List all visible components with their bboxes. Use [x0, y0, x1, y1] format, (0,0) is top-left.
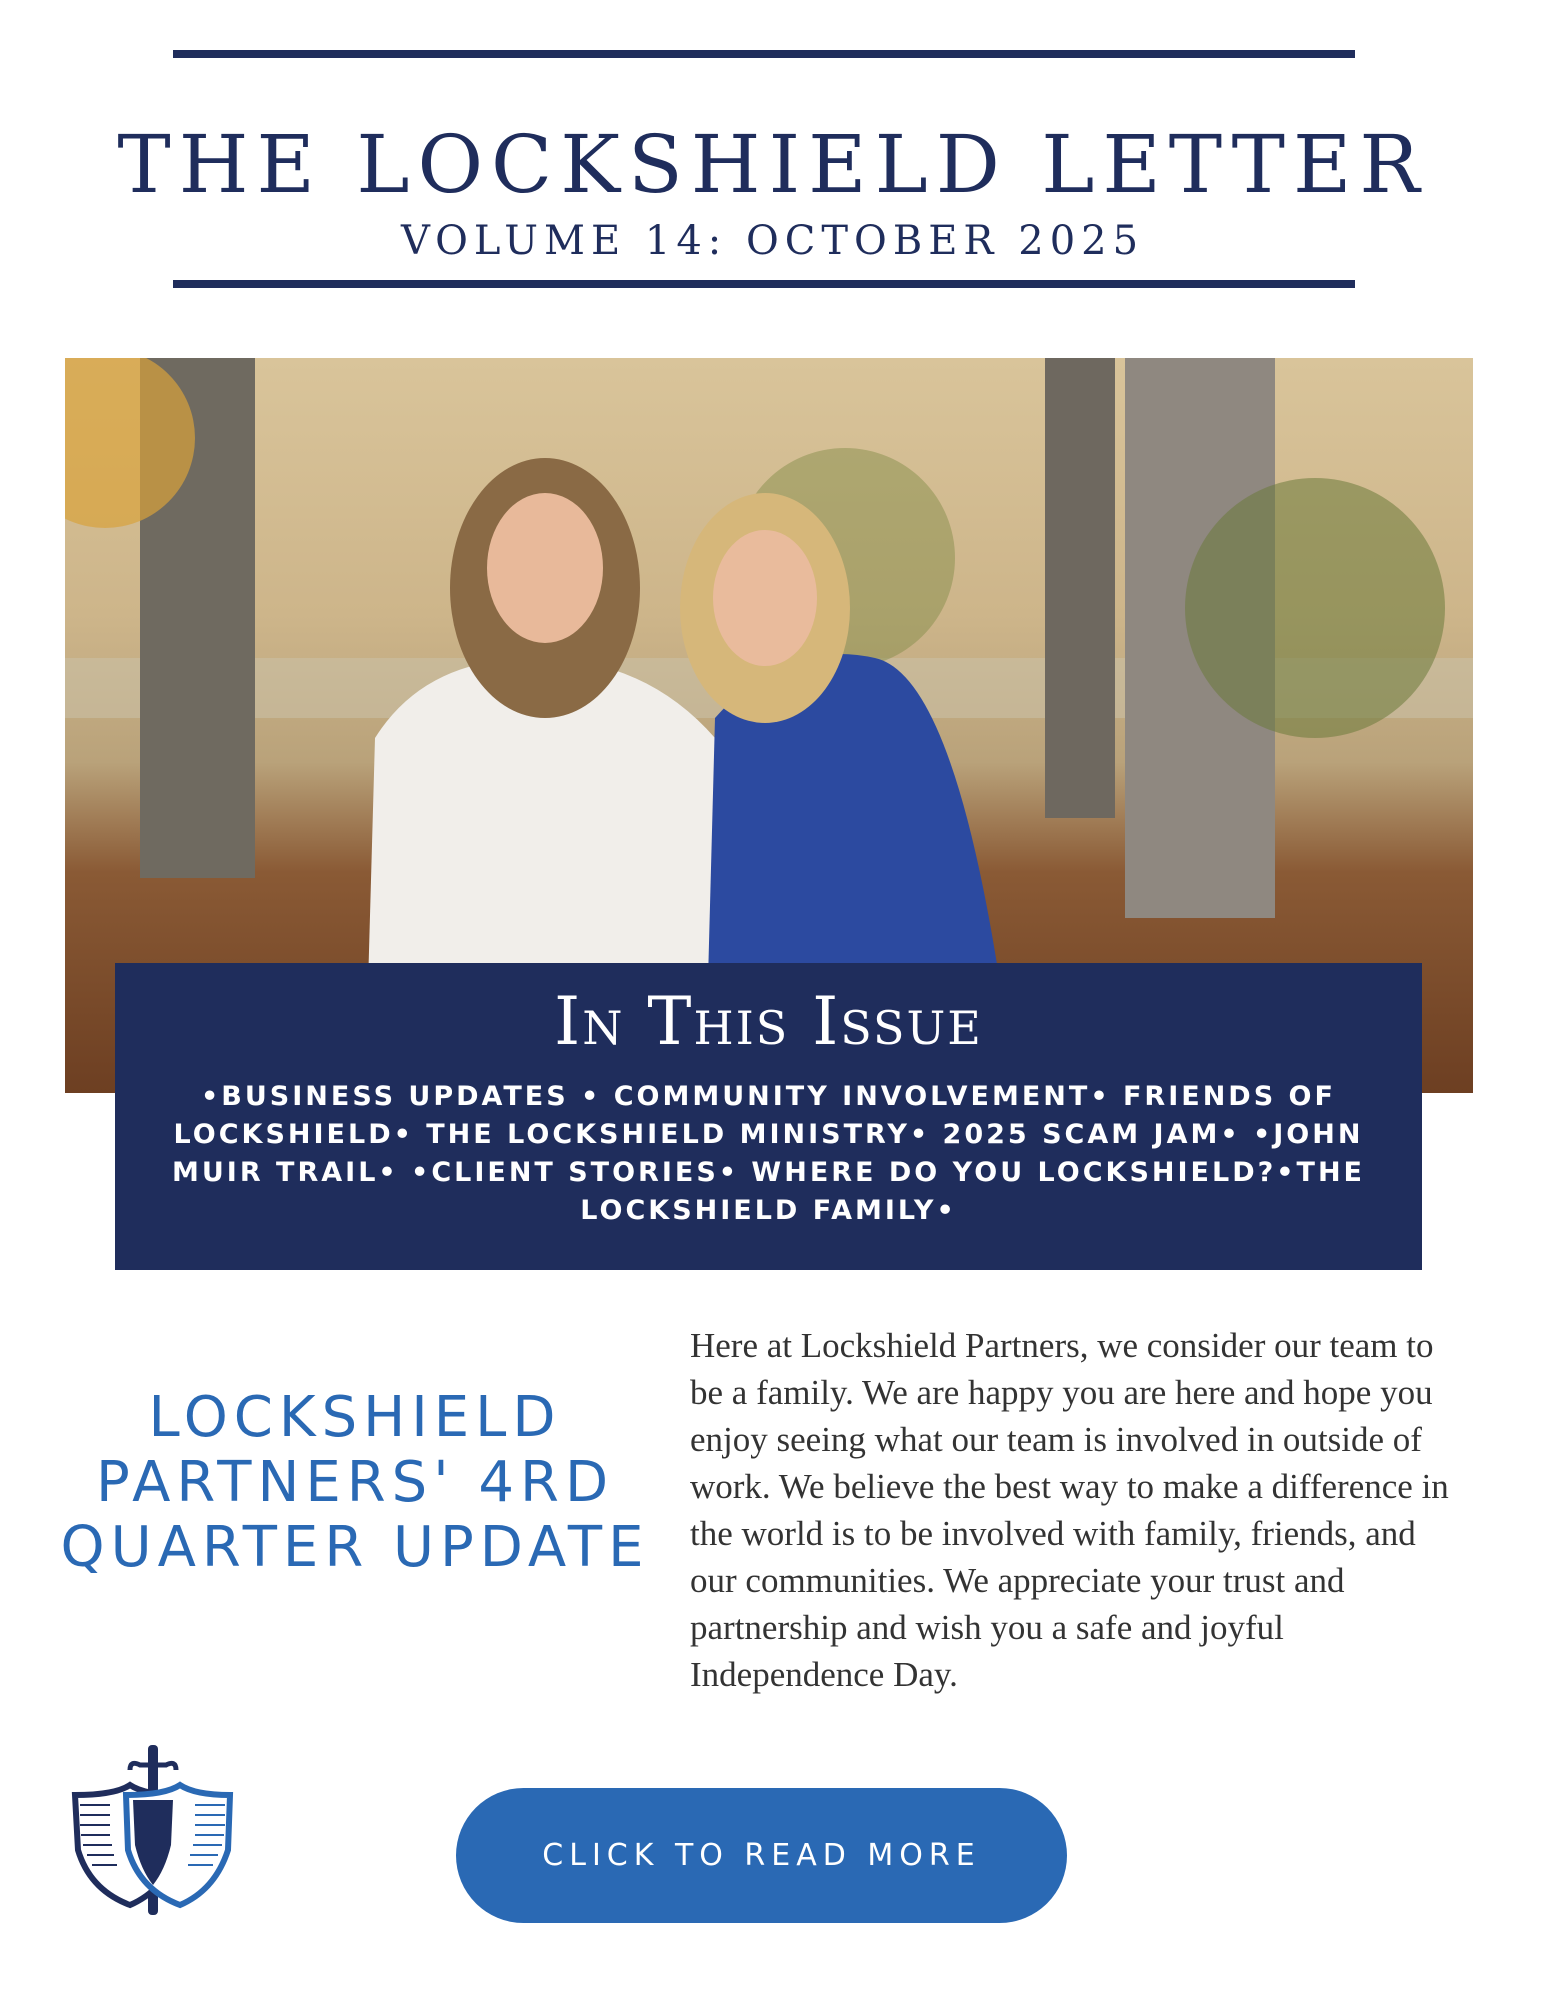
- article-body: Here at Lockshield Partners, we consider our team to be a family. We are happy you are here and hope you enjoy seeing what our team is involved in outside of work. We believe the best way to make a difference in the world is to be involved with family, friends, and our communities. We appreciate your trust and partnership and wish you a safe and joyful Independence Day.: [690, 1326, 1449, 1694]
- article-heading: LOCKSHIELD PARTNERS' 4RD QUARTER UPDATE: [60, 1385, 650, 1580]
- newsletter-title: THE LOCKSHIELD LETTER: [117, 118, 1428, 211]
- in-this-issue-heading: In This Issue: [554, 983, 983, 1060]
- newsletter-volume: VOLUME 14: OCTOBER 2025: [400, 218, 1145, 264]
- issue-topics: •BUSINESS UPDATES • COMMUNITY INVOLVEMENT• FRIENDS OF LOCKSHIELD• THE LOCKSHIELD MINISTRY• 2025 SCAM JAM• •JOHN MUIR TRAIL• •CLIENT STORIES• WHERE DO YOU LOCKSHIELD?•THE LOCKSHIELD FAMILY•: [172, 1081, 1365, 1226]
- bottom-rule: [173, 280, 1355, 288]
- top-rule: [173, 50, 1355, 58]
- read-more-button[interactable]: CLICK TO READ MORE: [456, 1788, 1067, 1923]
- in-this-issue-panel: [115, 963, 1422, 1270]
- lockshield-shield-logo: [70, 1740, 236, 1920]
